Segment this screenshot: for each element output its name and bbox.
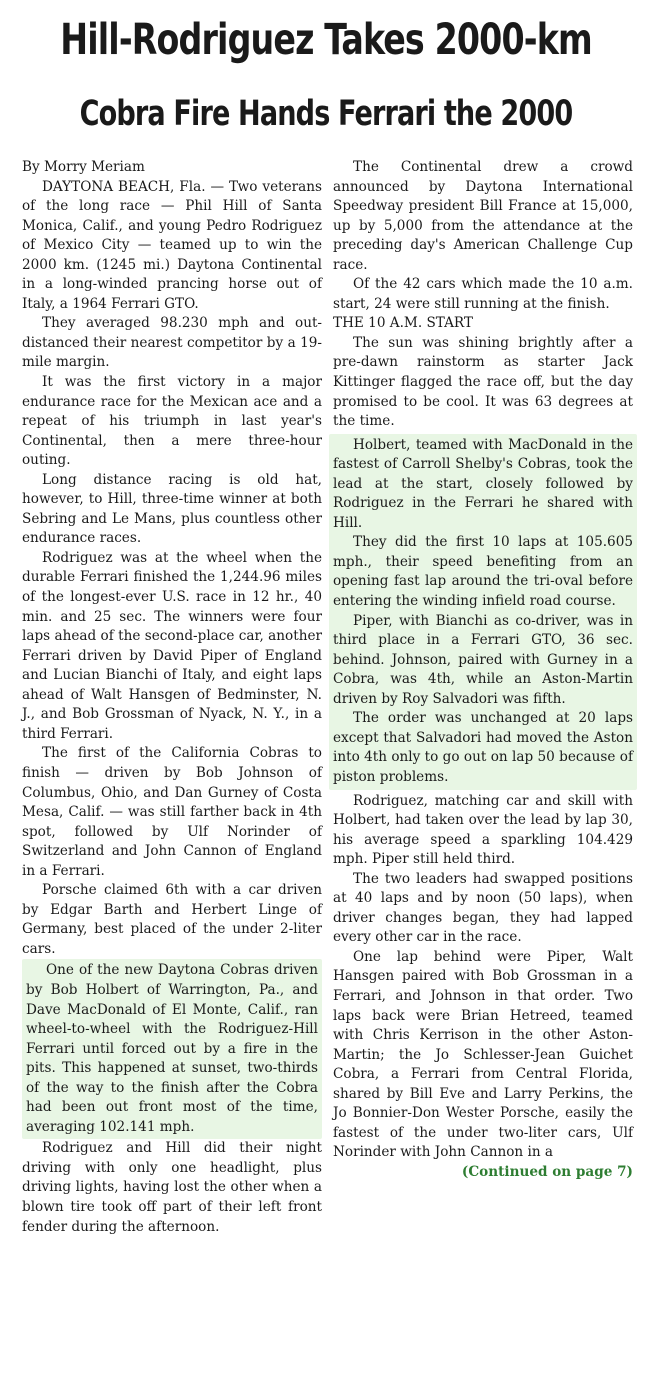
paragraph: Long distance racing is old hat, however, to Hill, three-time winner at both Sebring and Le Mans, plus countless other endurance races. [22, 471, 322, 547]
paragraph: The two leaders had swapped positions at 40 laps and by noon (50 laps), when driver changes began, they had lapped every other car in the race. [333, 870, 633, 946]
paragraph: Porsche claimed 6th with a car driven by Edgar Barth and Herbert Linge of Germany, best placed of the under 2-liter cars. [22, 882, 322, 957]
continued-note: (Continued on page 7) [461, 1163, 633, 1180]
highlighted-paragraph: Piper, with Bianchi as co-driver, was in third place in a Ferrari GTO, 36 sec. behind. Johnson, paired with Gurney in a Cobra, was 4th, while an Aston-Martin driven by Roy Salvadori was fifth. [333, 612, 633, 707]
paragraph: One lap behind were Piper, Walt Hansgen paired with Bob Grossman in a Ferrari, and Johnson in that order. Two laps back were Brian Hetreed, teamed with Chris Kerrison in the other Aston-Martin; the Jo Schlesser-Jean Guichet Cobra, a Ferrari from Central Florida, shared by Bill Eve and Larry Perkins, the Jo Bonnier-Don Wester Porsche, easily the fastest of the under two-liter cars, Ulf Norinder with John Cannon in a [333, 948, 633, 1161]
paragraph: The sun was shining brightly after a pre-dawn rainstorm as starter Jack Kittinger flagged the race off, but the day promised to be cool. It was 63 degrees at the time. [333, 334, 633, 430]
paragraph: Rodriguez and Hill did their night driving with only one headlight, plus driving lights, having lost the other when a blown tire took off part of their left front fender during the afternoon. [22, 1140, 322, 1235]
paragraph: It was the first victory in a major endurance race for the Mexican ace and a repeat of his triumph in last year's Continental, then a mere three-hour outing. [22, 374, 322, 469]
paragraph: The Continental drew a crowd announced by Daytona International Speedway president Bill France at 15,000, up by 5,000 from the attendance at the preceding day's American Challenge Cup race. [333, 159, 633, 273]
highlighted-paragraph: The order was unchanged at 20 laps except that Salvadori had moved the Aston into 4th only to go out on lap 50 because of piston problems. [333, 710, 633, 785]
left-column [22, 158, 322, 1237]
right-column [333, 158, 633, 1182]
section-heading: THE 10 A.M. START [333, 315, 473, 332]
paragraph: Of the 42 cars which made the 10 a.m. start, 24 were still running at the finish. [333, 276, 633, 312]
highlighted-paragraph: Holbert, teamed with MacDonald in the fastest of Carroll Shelby's Cobras, took the lead at the start, closely followed by Rodriguez in the Ferrari he shared with Hill. [333, 436, 633, 531]
paragraph: Rodriguez, matching car and skill with Holbert, had taken over the lead by lap 30, his average speed a sparkling 104.429 mph. Piper still held third. [333, 792, 633, 868]
highlighted-block [329, 434, 637, 790]
byline: By Morry Meriam [22, 159, 145, 175]
paragraph: They averaged 98.230 mph and out-distanced their nearest competitor by a 19-mile margin. [22, 315, 322, 371]
subheadline: Cobra Fire Hands Ferrari the 2000 [79, 94, 573, 134]
paragraph: The first of the California Cobras to finish — driven by Bob Johnson of Columbus, Ohio, and Dan Gurney of Costa Mesa, Calif. — was still farther back in 4th spot, followed by Ulf Norinder of Switzerland and John Cannon of England in a Ferrari. [22, 745, 322, 879]
highlighted-paragraph: They did the first 10 laps at 105.605 mph., their speed benefiting from an opening fast lap around the tri-oval before entering the winding infield road course. [333, 534, 633, 610]
headline: Hill-Rodriguez Takes 2000-km [60, 15, 592, 65]
paragraph: Rodriguez was at the wheel when the durable Ferrari finished the 1,244.96 miles of the longest-ever U.S. race in 12 hr., 40 min. and 25 sec. The winners were four laps ahead of the second-place car, another Ferrari driven by David Piper of England and Lucian Bianchi of Italy, and eight laps ahead of Walt Hansgen of Bedminster, N. J., and Bob Grossman of Nyack, N. Y., in a third Ferrari. [22, 549, 322, 742]
highlighted-paragraph: One of the new Daytona Cobras driven by Bob Holbert of Warrington, Pa., and Dave MacDonald of El Monte, Calif., ran wheel-to-wheel with the Rodriguez-Hill Ferrari until forced out by a fire in the pits. This happened at sunset, two-thirds of the way to the finish after the Cobra had been out front most of the time, averaging 102.141 mph. [22, 959, 322, 1139]
paragraph: DAYTONA BEACH, Fla. — Two veterans of the long race — Phil Hill of Santa Monica, Calif., and young Pedro Rodriguez of Mexico City — teamed up to win the 2000 km. (1245 mi.) Daytona Continental in a long-winded prancing horse out of Italy, a 1964 Ferrari GTO. [22, 178, 322, 312]
